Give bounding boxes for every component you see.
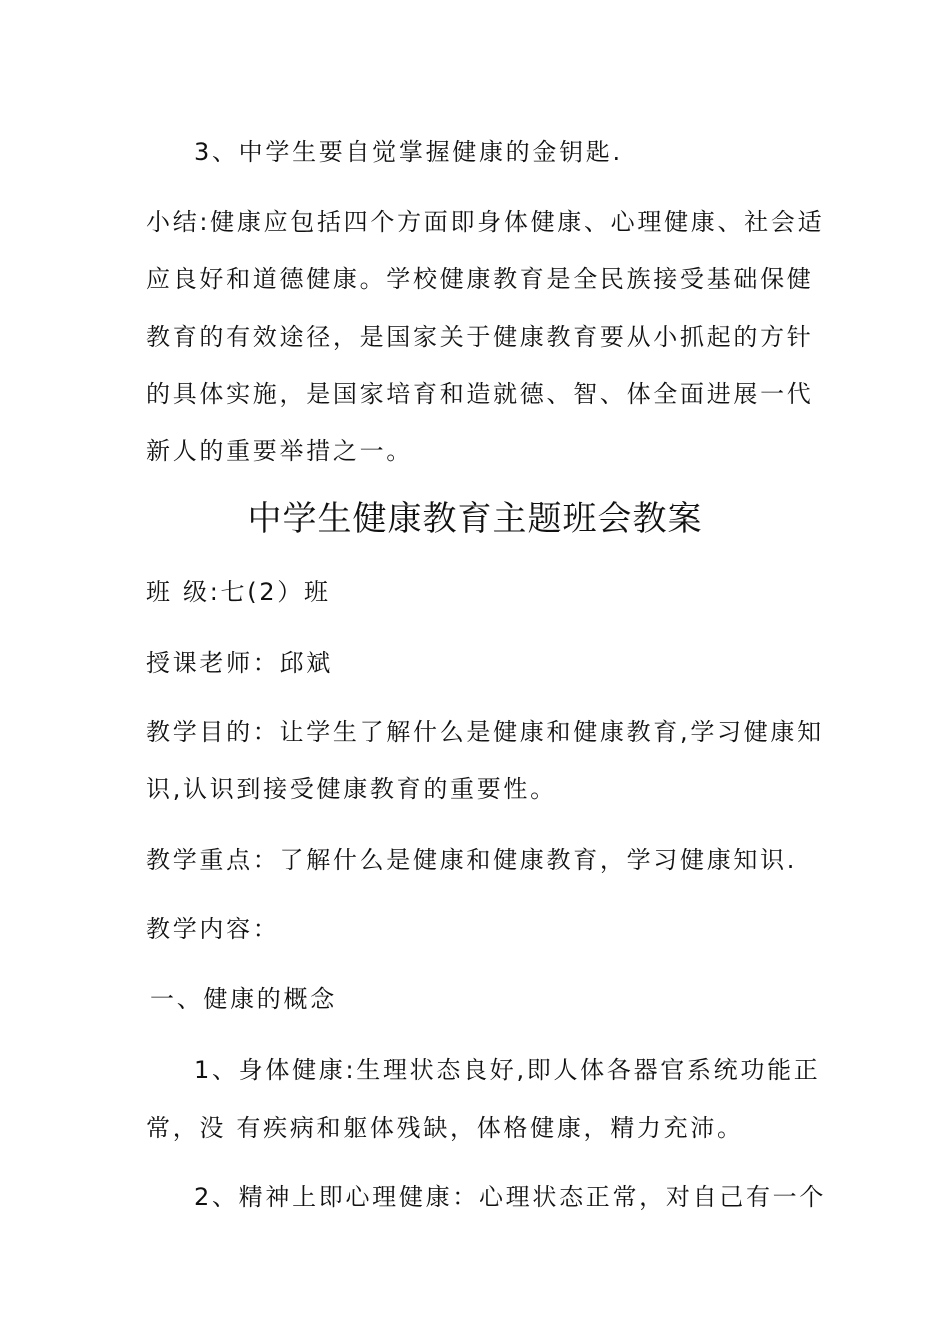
- item-1-line-2: 常，没 有疾病和躯体残缺，体格健康，精力充沛。: [146, 1114, 744, 1142]
- objective-line-2: 识,认识到接受健康教育的重要性。: [146, 775, 557, 803]
- summary-line-4: 的具体实施，是国家培育和造就德、智、体全面进展一代: [146, 380, 814, 408]
- content-label: 教学内容：: [146, 915, 280, 943]
- section-heading-1: 一、健康的概念: [150, 985, 337, 1013]
- item-2-line-1: 2、精神上即心理健康：心理状态正常，对自己有一个: [194, 1183, 827, 1211]
- page-title: 中学生健康教育主题班会教案: [247, 499, 703, 539]
- summary-line-2: 应良好和道德健康。学校健康教育是全民族接受基础保健: [146, 265, 814, 293]
- teacher-info: 授课老师：邱斌: [146, 649, 333, 677]
- summary-line-3: 教育的有效途径，是国家关于健康教育要从小抓起的方针: [146, 323, 814, 351]
- class-info: 班 级:七(2）班: [146, 578, 331, 606]
- summary-line-1: 小结:健康应包括四个方面即身体健康、心理健康、社会适: [146, 208, 825, 236]
- summary-line-5: 新人的重要举措之一。: [146, 437, 413, 465]
- item-1-line-1: 1、身体健康:生理状态良好,即人体各器官系统功能正: [194, 1056, 821, 1084]
- objective-line-1: 教学目的：让学生了解什么是健康和健康教育,学习健康知: [146, 718, 824, 746]
- key-point: 教学重点：了解什么是健康和健康教育，学习健康知识.: [146, 846, 798, 874]
- intro-item-3: 3、中学生要自觉掌握健康的金钥匙.: [194, 138, 623, 166]
